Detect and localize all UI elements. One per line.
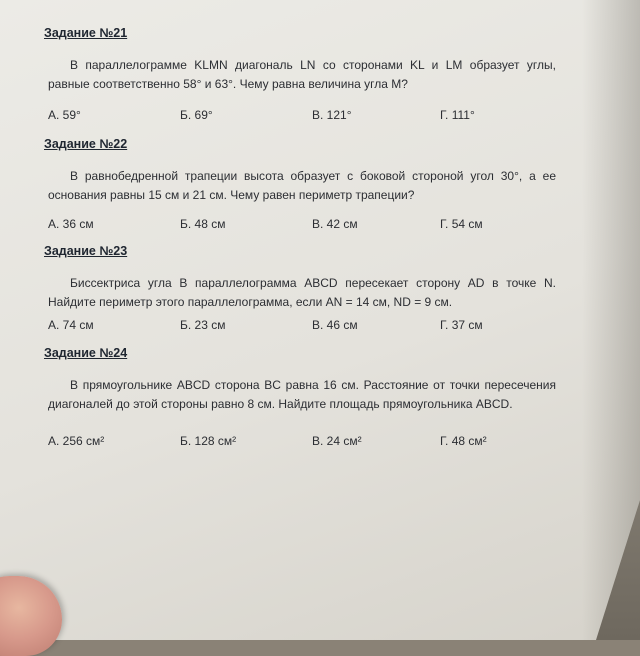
answer-option-a: А. 256 см² — [48, 434, 105, 448]
answer-option-g: Г. 48 см² — [440, 434, 487, 448]
answer-option-a: А. 36 см — [48, 217, 94, 231]
answer-option-b: Б. 48 см — [180, 217, 226, 231]
task-title: Задание №21 — [44, 26, 128, 40]
task-text: В параллелограмме KLMN диагональ LN со сторонами KL и LM образует углы, равные соответственно 58° и 63°. Чему равна величина угла M? — [48, 58, 556, 91]
answer-option-v: В. 121° — [312, 108, 352, 122]
answer-option-v: В. 46 см — [312, 318, 358, 332]
task-text: Биссектриса угла B параллелограмма ABCD пересекает сторону AD в точке N. Найдите периметр этого параллелограмма, если AN = 14 см, ND = 9 см. — [48, 276, 556, 309]
task-text: В прямоугольнике ABCD сторона BC равна 16 см. Расстояние от точки пересечения диагоналей до этой стороны равно 8 см. Найдите площадь прямоугольника ABCD. — [48, 378, 556, 411]
answer-option-g: Г. 111° — [440, 108, 475, 122]
answer-option-a: А. 59° — [48, 108, 81, 122]
answer-option-g: Г. 37 см — [440, 318, 483, 332]
answer-option-g: Г. 54 см — [440, 217, 483, 231]
task-title: Задание №24 — [44, 346, 128, 360]
answer-option-b: Б. 23 см — [180, 318, 226, 332]
answer-option-b: Б. 69° — [180, 108, 213, 122]
task-title: Задание №23 — [44, 244, 128, 258]
task-title: Задание №22 — [44, 137, 128, 151]
answer-option-b: Б. 128 см² — [180, 434, 237, 448]
answer-option-a: А. 74 см — [48, 318, 94, 332]
answer-option-v: В. 42 см — [312, 217, 358, 231]
answer-option-v: В. 24 см² — [312, 434, 362, 448]
task-text: В равнобедренной трапеции высота образует с боковой стороной угол 30°, а ее основания равны 15 см и 21 см. Чему равен периметр трапеции? — [48, 169, 556, 202]
